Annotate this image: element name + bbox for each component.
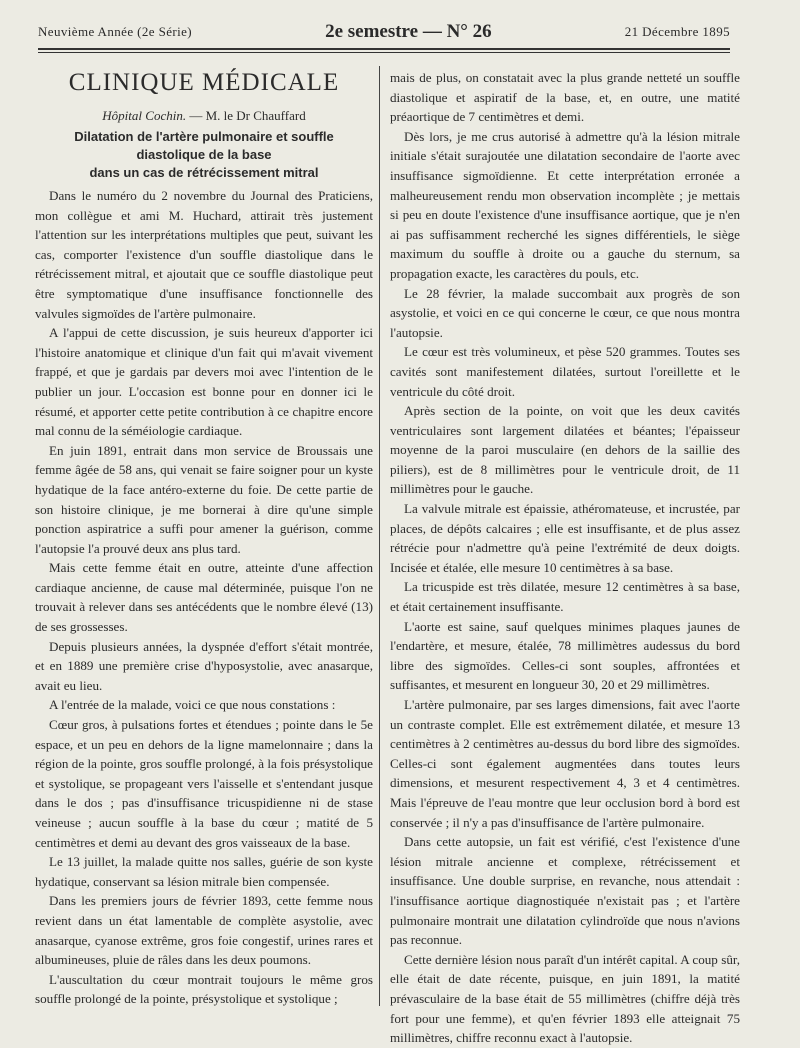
header-date: 21 Décembre 1895	[624, 24, 730, 39]
paragraph: En juin 1891, entrait dans mon service de Broussais une femme âgée de 58 ans, qui venait se faire soigner pour un kyste hydatique de la face antéro-externe du foie. De cette partie de son histoire clinique, je me bornerai à dire qu'une simple ponction aspiratrice a suffi pour amener la guérison, comme l'autopsie l'a prouvé deux ans plus tard.	[35, 442, 373, 556]
header-semester-number: 2e semestre — N° 26	[325, 21, 492, 42]
header-issue-year: Neuvième Année (2e Série)	[38, 24, 193, 39]
paragraph: A l'entrée de la malade, voici ce que nous constations :	[49, 697, 336, 713]
article-subtitle	[35, 128, 373, 182]
right-column	[390, 68, 740, 1048]
header-rule-thin	[38, 52, 730, 53]
paragraph: Le 28 février, la malade succombait aux progrès de son asystolie, et voici en ce qui concerne le cœur, ce que nous montra l'autopsie.	[390, 285, 740, 340]
header-rule-thick	[38, 48, 730, 50]
paragraph: L'aorte est saine, sauf quelques minimes plaques jaunes de l'endartère, et mesure, étalée, 78 millimètres audessus du bord libre des sigmoïdes. Celles-ci sont souples, affrontées et suffisantes, et mesurent en longueur 30, 20 et 29 millimètres.	[390, 618, 740, 693]
hospital-name: Hôpital Cochin.	[102, 108, 187, 123]
paragraph: Le 13 juillet, la malade quitte nos salles, guérie de son kyste hydatique, conservant sa lésion mitrale bien compensée.	[35, 854, 373, 889]
paragraph: A l'appui de cette discussion, je suis heureux d'apporter ici l'histoire anatomique et clinique d'un fait qui m'avait vivement frappé, et que je gardais par devers moi avec l'intention de le publier un jour. L'occasion est bonne pour en donner ici le résumé, et apporter cette petite contribution à ce chapitre encore mal connu de la séméiologie cardiaque.	[35, 325, 373, 439]
paragraph: La tricuspide est très dilatée, mesure 12 centimètres à sa base, et était certainement insuffisante.	[390, 579, 740, 615]
paragraph: Le cœur est très volumineux, et pèse 520 grammes. Toutes ses cavités sont manifestement dilatées, surtout l'oreillette et le ventricule du côté droit.	[390, 344, 740, 399]
left-column	[35, 68, 373, 1009]
subtitle-line-2: diastolique de la base	[136, 147, 272, 162]
paragraph: Dans le numéro du 2 novembre du Journal des Praticiens, mon collègue et ami M. Huchard, attirait très justement l'attention sur les interprétations multiples que peut, suivant les cas, comporter l'existence d'un souffle diastolique dans le rétrécissement mitral, et ajoutait que ce souffle diastolique peut être symptomatique d'une insuffisance fonctionnelle des valvules sigmoïdes de l'artère pulmonaire.	[35, 188, 373, 321]
paragraph: Cœur gros, à pulsations fortes et étendues ; pointe dans le 5e espace, et un peu en dehors de la ligne mamelonnaire ; dans la région de la pointe, gros souffle prolongé, à la fois présystolique et systolique, se propageant vers l'aisselle et s'entendant jusque dans le dos ; pas d'insuffisance tricuspidienne ni de stase veineuse ; aucun souffle à la base du cœur ; matité de 5 centimètres et demi au devant des gros vaisseaux de la base.	[35, 717, 373, 850]
subtitle-line-3: dans un cas de rétrécissement mitral	[89, 165, 319, 180]
article-section-title: CLINIQUE MÉDICALE	[68, 69, 340, 96]
paragraph: L'artère pulmonaire, par ses larges dimensions, fait avec l'aorte un contraste complet. Elle est extrêmement dilatée, et mesure 13 centimètres à 2 centimètres au-dessus du bord libre des sigmoïdes. Celles-ci sont également augmentées dans toutes leurs dimensions, et mesurent respectivement 4, 3 et 4 centimètres. Mais l'épreuve de l'eau montre que leur occlusion bord à bord est conservée ; il n'y a pas d'insuffisance de l'artère pulmonaire.	[390, 697, 740, 830]
subtitle-line-1: Dilatation de l'artère pulmonaire et souffle	[74, 129, 334, 144]
paragraph: Après section de la pointe, on voit que les deux cavités ventriculaires sont largement dilatées et béantes; l'épaisseur moyenne de la paroi musculaire (en dehors de la saillie des piliers), est de 8 millimètres pour le ventricule droit, de 11 millimètres pour le gauche.	[390, 403, 740, 497]
paragraph: Depuis plusieurs années, la dyspnée d'effort s'était montrée, et en 1889 une première crise d'hyposystolie, avec anasarque, avait eu lieu.	[35, 638, 373, 693]
article-byline	[35, 106, 373, 125]
paragraph: Cette dernière lésion nous paraît d'un intérêt capital. A coup sûr, elle était de date récente, puisque, en juin 1891, la matité prévasculaire de la base était de 55 millimètres (chiffre déjà très fort pour une femme), et qu'en février 1893 elle atteignait 75 millimètres, chiffre reconnu exact à l'autopsie.	[390, 951, 740, 1046]
paragraph: Dans cette autopsie, un fait est vérifié, c'est l'existence d'une lésion mitrale ancienne et complexe, rétrécissement et insuffisance. Une double surprise, en revanche, nous attendait : l'insuffisance aortique diagnostiquée n'existait pas ; et l'artère pulmonaire montrait une dilatation cylindroïde que nous n'avions pas reconnue.	[390, 834, 740, 948]
paragraph: Mais cette femme était en outre, atteinte d'une affection cardiaque ancienne, de cause mal déterminée, puisque l'on ne trouvait à relever dans ses antécédents que le nombre élevé (13) de ses grossesses.	[35, 560, 373, 635]
paragraph: Dès lors, je me crus autorisé à admettre qu'à la lésion mitrale initiale s'était surajoutée une dilatation secondaire de l'aorte avec insuffisance sigmoïdienne. Et cette interprétation erronée a malheureusement rendu mon observation incomplète ; je mettais si peu en doute l'existence d'une insuffisance aortique, que je n'en ai pas suffisamment recherché les signes différentiels, le siège maximum du souffle à droite ou a gauche du sternum, sa propagation exacte, les caractères du pouls, etc.	[390, 128, 740, 281]
paragraph: L'auscultation du cœur montrait toujours le même gros souffle prolongé de la pointe, présystolique et systolique ;	[35, 971, 373, 1007]
paragraph: La valvule mitrale est épaissie, athéromateuse, et incrustée, par places, de dépôts calcaires ; elle est insuffisante, et de plus assez rétrécie pour n'admettre qu'à peine l'extrémité de deux doigts. Incisée et étalée, elle mesure 10 centimètres à sa base.	[390, 501, 740, 575]
paragraph: Dans les premiers jours de février 1893, cette femme nous revient dans un état lamentable de complète asystolie, avec anasarque, cyanose extrême, gros foie congestif, urines rares et albumineuses, pluie de râles dans les deux poumons.	[35, 893, 373, 968]
author-name: — M. le Dr Chauffard	[189, 108, 306, 123]
column-divider	[379, 66, 380, 1006]
paragraph: mais de plus, on constatait avec la plus grande netteté un souffle diastolique et aspiratif de la base, et, en outre, une matité préaortique de 7 centimètres et demi.	[390, 70, 740, 125]
page-header	[38, 18, 730, 46]
